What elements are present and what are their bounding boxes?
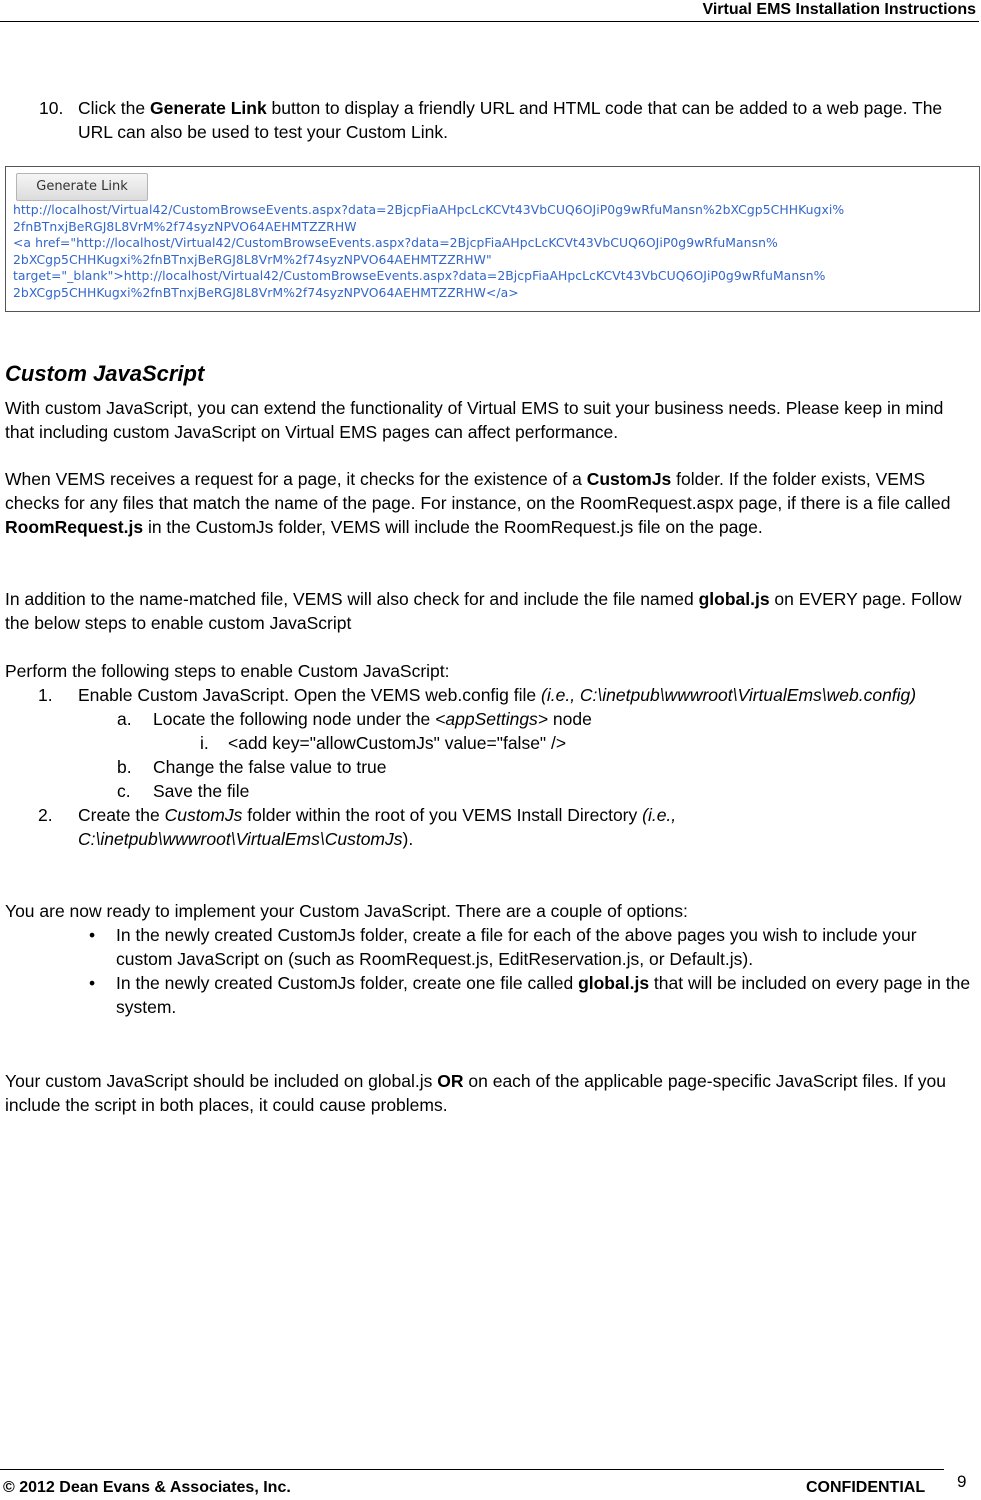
paragraph-closing: Your custom JavaScript should be included on global.js OR on each of the applicable page-specific JavaScript files. If you include the script in both places, it could cause problems. — [5, 1071, 947, 1115]
steps-intro: Perform the following steps to enable Custom JavaScript: — [5, 661, 450, 681]
page-header — [0, 0, 979, 22]
list-item: • In the newly created CustomJs folder, create a file for each of the above pages you wish to include your custom JavaScript on (such as RoomRequest.js, EditReservation.js, or Default.js). — [89, 925, 917, 969]
step-text: Click the Generate Link button to display a friendly URL and HTML code that can be added to a web page. The URL can also be used to test your Custom Link. — [78, 98, 943, 142]
section-heading: Custom JavaScript — [5, 361, 205, 386]
step-number: 10. — [39, 98, 64, 118]
step-2: 2. Create the CustomJs folder within the root of you VEMS Install Directory (i.e., C:\inetpub\wwwroot\VirtualEms\CustomJs). — [38, 805, 677, 849]
footer-confidential: CONFIDENTIAL — [806, 1479, 926, 1496]
step-1c: c. Save the file — [117, 781, 250, 801]
page-number: 9 — [957, 1472, 967, 1491]
enable-steps — [5, 659, 977, 851]
html-code-line: 2bXCgp5CHHKugxi%2fnBTnxjBeRGJ8L8VrM%2f74syzNPVO64AEHMTZZRHW</a> — [13, 284, 519, 300]
html-code-line: target="_blank">http://localhost/Virtual42/CustomBrowseEvents.aspx?data=2BjcpFiaAHpcLcKCVt43VbCUQ6OJiP0g9wRfuMansn% — [13, 268, 826, 283]
step-1a-i: i. <add key="allowCustomJs" value="false" /> — [200, 733, 567, 753]
list-item: • In the newly created CustomJs folder, create one file called global.js that will be included on every page in the system. — [89, 973, 971, 1017]
step-1a: a. Locate the following node under the <appSettings> node — [117, 709, 592, 729]
paragraph-global-js: In addition to the name-matched file, VEMS will also check for and include the file named global.js on EVERY page. Follow the below steps to enable custom JavaScript — [5, 589, 962, 633]
paragraph-intro: With custom JavaScript, you can extend the functionality of Virtual EMS to suit your business needs. Please keep in mind that including custom JavaScript on Virtual EMS pages can affect performance. — [5, 398, 944, 442]
footer-copyright: © 2012 Dean Evans & Associates, Inc. — [3, 1479, 291, 1496]
generate-link-button[interactable]: Generate Link — [16, 173, 148, 201]
paragraph-customjs-folder: When VEMS receives a request for a page, it checks for the existence of a CustomJs folder. If the folder exists, VEMS checks for any files that match the name of the page. For instance, on the RoomRequest.aspx page, if there is a file called RoomRequest.js in the CustomJs folder, VEMS will include the RoomRequest.js file on the page. — [5, 469, 951, 537]
html-code-line: <a href="http://localhost/Virtual42/CustomBrowseEvents.aspx?data=2BjcpFiaAHpcLcKCVt43VbCUQ6OJiP0g9wRfuMansn% — [13, 235, 778, 250]
options-intro: You are now ready to implement your Custom JavaScript. There are a couple of options: — [5, 901, 688, 921]
step-1b: b. Change the false value to true — [117, 757, 387, 777]
generate-link-reference: Generate Link — [149, 98, 267, 118]
bullet-icon: • — [89, 925, 96, 945]
footer-divider — [0, 1469, 944, 1470]
friendly-url-line[interactable]: http://localhost/Virtual42/CustomBrowseEvents.aspx?data=2BjcpFiaAHpcLcKCVt43VbCUQ6OJiP0g9wRfuMansn%2bXCgp5CHHKugxi% — [13, 202, 845, 217]
generate-link-screenshot — [5, 166, 980, 312]
options-block — [5, 899, 977, 1019]
friendly-url-line[interactable]: 2fnBTnxjBeRGJ8L8VrM%2f74syzNPVO64AEHMTZZRHW — [13, 218, 357, 234]
step-1: 1. Enable Custom JavaScript. Open the VEMS web.config file (i.e., C:\inetpub\wwwroot\VirtualEms\web.config) — [38, 685, 917, 705]
document-title: Virtual EMS Installation Instructions — [702, 1, 976, 18]
step-10 — [39, 96, 969, 144]
bullet-icon: • — [89, 973, 96, 993]
html-code-line: 2bXCgp5CHHKugxi%2fnBTnxjBeRGJ8L8VrM%2f74syzNPVO64AEHMTZZRHW" — [13, 251, 492, 267]
generated-output — [13, 202, 975, 301]
